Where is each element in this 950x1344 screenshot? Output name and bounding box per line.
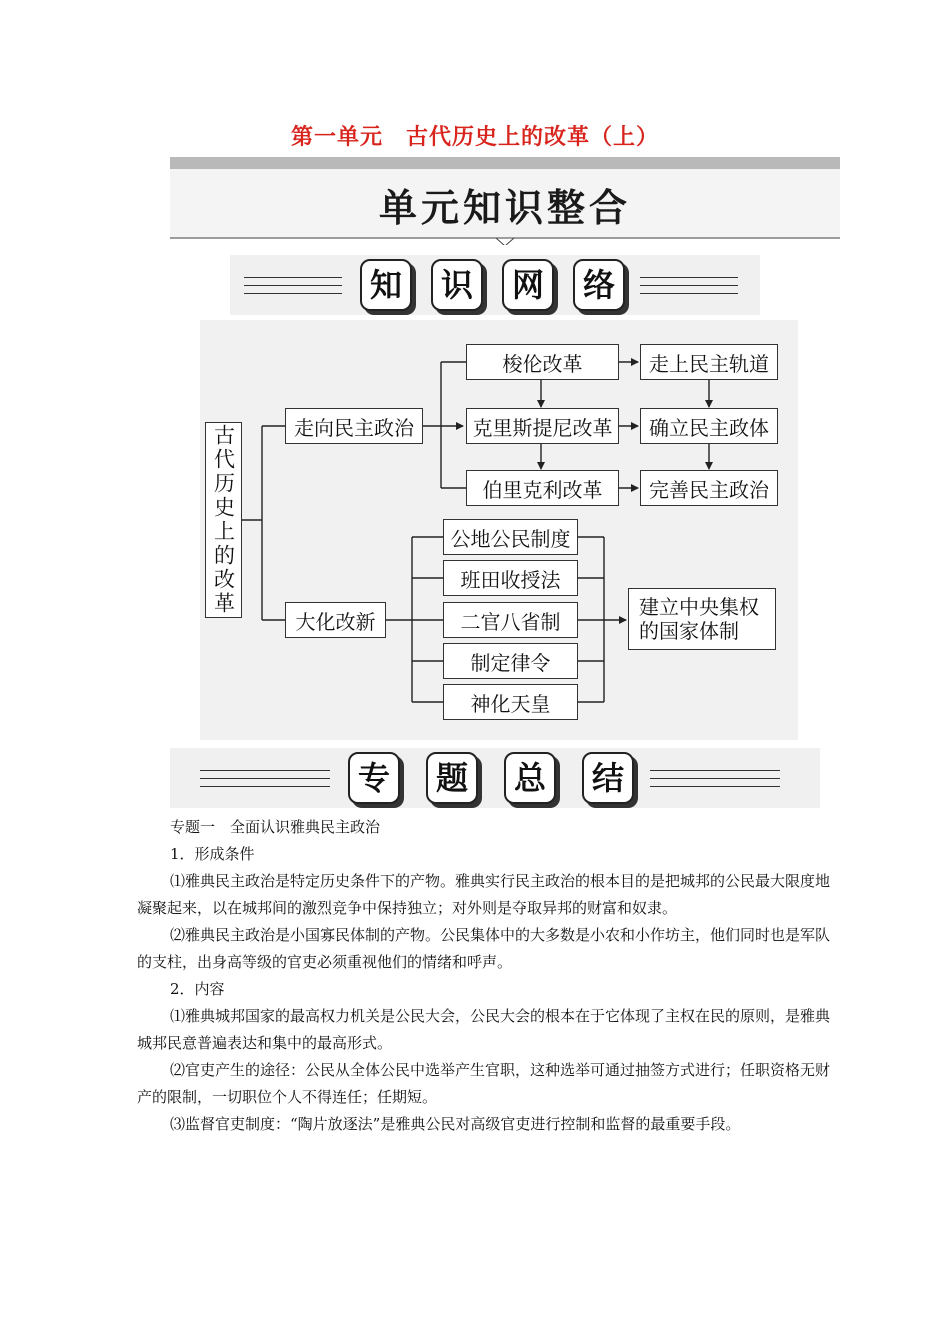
knowledge-network-heading <box>230 255 760 315</box>
topic-heading: 专题一 全面认识雅典民主政治 <box>170 818 381 836</box>
topic-content <box>137 814 837 1138</box>
taika-item-box: 班田收授法 <box>443 560 578 596</box>
reform-box: 伯里克利改革 <box>466 470 619 506</box>
heading-char-tile: 题 <box>426 752 478 804</box>
taika-item-box: 公地公民制度 <box>443 519 578 555</box>
topic-summary-heading <box>170 748 820 808</box>
banner-title: 单元知识整合 <box>378 186 631 230</box>
taika-item-box: 制定律令 <box>443 643 578 679</box>
reform-box: 克里斯提尼改革 <box>466 408 619 444</box>
paragraph: ⑵官吏产生的途径：公民从全体公民中选举产生官职，这种选举可通过抽签方式进行；任职资格无财产的限制，一切职位个人不得连任；任期短。 <box>137 1061 831 1106</box>
knowledge-network-diagram <box>200 320 798 740</box>
unit-title: 第一单元 古代历史上的改革（上） <box>290 125 659 150</box>
diagram-root-box: 古代历史上的改革 <box>205 422 242 618</box>
section-banner <box>170 157 840 245</box>
heading-char-tile: 专 <box>348 752 400 804</box>
heading-char-tile: 结 <box>582 752 634 804</box>
result-box: 走上民主轨道 <box>640 344 778 380</box>
paragraph: ⑶监督官吏制度：“陶片放逐法”是雅典公民对高级官吏进行控制和监督的最重要手段。 <box>170 1115 741 1133</box>
paragraph: ⑴雅典城邦国家的最高权力机关是公民大会，公民大会的根本在于它体现了主权在民的原则，是雅典城邦民意普遍表达和集中的最高形式。 <box>137 1007 831 1052</box>
heading-char-tile: 总 <box>504 752 556 804</box>
heading-char-tile: 识 <box>431 259 483 311</box>
paragraph: ⑵雅典民主政治是小国寡民体制的产物。公民集体中的大多数是小农和小作坊主，他们同时也是军队的支柱，出身高等级的官吏必须重视他们的情绪和呼声。 <box>137 926 831 971</box>
section-title: 2．内容 <box>170 980 225 998</box>
taika-result-box: 建立中央集权的国家体制 <box>628 588 776 650</box>
result-box: 确立民主政体 <box>640 408 778 444</box>
section-title: 1．形成条件 <box>170 845 255 863</box>
result-box: 完善民主政治 <box>640 470 778 506</box>
heading-char-tile: 络 <box>573 259 625 311</box>
taika-item-box: 神化天皇 <box>443 684 578 720</box>
heading-char-tile: 网 <box>502 259 554 311</box>
heading-char-tile: 知 <box>360 259 412 311</box>
branch-taika-box: 大化改新 <box>285 602 386 638</box>
paragraph: ⑴雅典民主政治是特定历史条件下的产物。雅典实行民主政治的根本目的是把城邦的公民最大限度地凝聚起来，以在城邦间的激烈竞争中保持独立；对外则是夺取异邦的财富和奴隶。 <box>137 872 831 917</box>
branch-democracy-box: 走向民主政治 <box>285 408 423 444</box>
reform-box: 梭伦改革 <box>466 344 619 380</box>
taika-item-box: 二官八省制 <box>443 602 578 638</box>
